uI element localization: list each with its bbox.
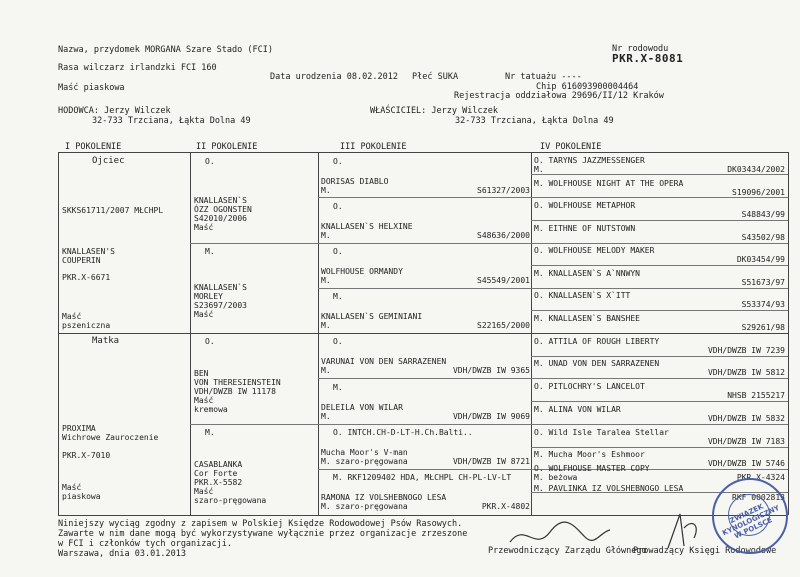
g2-1-l1: KNALLASEN`S (194, 283, 247, 292)
g4-0-reg: DK03434/2002 (727, 165, 785, 174)
col-line-4 (788, 152, 789, 515)
g2-3-l1: CASABLANKA (194, 460, 243, 469)
row-line-g4-7 (531, 310, 788, 311)
col-line-0 (58, 152, 59, 515)
g3-7-o: M. RKF1209402 HDA, MŁCHPL CH-PL-LV-LT (333, 473, 512, 482)
g4-15-reg: RKF 0002813 (732, 493, 785, 502)
g2-0-l3: S42010/2006 (194, 214, 247, 223)
g4-5-reg: S51673/97 (741, 278, 785, 287)
g3-2-reg: S45549/2001 (477, 276, 530, 285)
col-line-1 (190, 152, 191, 515)
g3-4-name: VARUNAI VON DEN SARRAZENEN (321, 357, 447, 366)
name-row: Nazwa, przydomek MORGANA Szare Stado (FCI) (58, 45, 273, 55)
g3-7-reg: PKR.X-4802 (481, 502, 530, 511)
sire-dam-divider (58, 333, 788, 334)
g2-3-l5: szaro-pręgowana (194, 496, 267, 505)
gen-header-3: III POKOLENIE (340, 142, 407, 152)
sire-reg: SKKS61711/2007 MŁCHPL (62, 206, 164, 215)
g4-14-reg: PKR.X-4324 (736, 473, 785, 482)
g2-1-o: M. (205, 247, 215, 256)
sign-chairman-label: Przewodniczący Zarządu Głównego (488, 546, 647, 556)
g3-7-name: RAMONA IZ VOLSHEBNOGO LESA (321, 493, 447, 502)
g3-3-name: KNALLASEN`S GEMINIANI (321, 312, 423, 321)
g3-6-reg: VDH/DWZB IW 8721 (452, 457, 530, 466)
g4-15-name: M. PAVLINKA IZ VOLSHEBNOGO LESA (534, 484, 684, 493)
row-line-g2-1 (190, 243, 788, 244)
g3-0-reg: S61327/2003 (477, 186, 530, 195)
g2-3-l3: PKR.X-5582 (194, 478, 243, 487)
g4-2-reg: S48843/99 (741, 210, 785, 219)
g2-3-l4: Maść (194, 487, 214, 496)
breeder: HODOWCA: Jerzy Wilczek (58, 106, 171, 116)
sire-title: Ojciec (92, 156, 125, 166)
sire-name-1: KNALLASEN'S (62, 247, 115, 256)
g4-11-reg: VDH/DWZB IW 5832 (707, 414, 785, 423)
g3-0-name: DORISAS DIABLO (321, 177, 389, 186)
g4-3-name: M. EITHNE OF NUTSTOWN (534, 224, 636, 233)
g4-10-name: O. PITLOCHRY'S LANCELOT (534, 382, 645, 391)
g3-1-o: O. (333, 202, 343, 211)
sire-pkr: PKR.X-6671 (62, 273, 111, 282)
g3-4-m: M. (321, 366, 331, 375)
sire-name-2: COUPERIN (62, 256, 101, 265)
g4-1-reg: S19096/2001 (732, 188, 785, 197)
g4-8-reg: VDH/DWZB IW 7239 (707, 346, 785, 355)
g4-4-reg: DK03454/99 (736, 255, 785, 264)
g4-9-name: M. UNAD VON DEN SARRAZENEN (534, 359, 660, 368)
g2-1-l4: Maść (194, 310, 214, 319)
sex-row: Płeć SUKA (412, 72, 459, 82)
breed-row: Rasa wilczarz irlandzki FCI 160 (58, 63, 217, 73)
g2-2-o: O. (205, 337, 215, 346)
g4-6-reg: S53374/93 (741, 300, 785, 309)
g3-5-o: M. (333, 383, 343, 392)
row-line-g2-3 (190, 424, 788, 425)
g4-6-name: O. KNALLASEN`S X`ITT (534, 291, 631, 300)
g4-4-name: O. WOLFHOUSE MELODY MAKER (534, 246, 655, 255)
dam-pkr: PKR.X-7010 (62, 451, 111, 460)
tattoo-row: Nr tatuażu ---- (505, 72, 582, 82)
g3-2-name: WOLFHOUSE ORMANDY (321, 267, 403, 276)
g2-2-l2: VON THERESIENSTEIN (194, 378, 281, 387)
col-line-3 (531, 152, 532, 515)
g3-4-reg: VDH/DWZB IW 9365 (452, 366, 530, 375)
g4-m-marker: M. (534, 165, 544, 174)
table-top-line (58, 152, 788, 153)
g4-14-sub: M. beżowa (534, 473, 578, 482)
dam-name-2: Wichrowe Zauroczenie (62, 433, 159, 442)
g2-2-l3: VDH/DWZB IW 11178 (194, 387, 276, 396)
row-line-g4-9 (531, 356, 788, 357)
gen-header-2: II POKOLENIE (196, 142, 258, 152)
g3-3-reg: S22165/2000 (477, 321, 530, 330)
g4-7-reg: S29261/98 (741, 323, 785, 332)
row-line-g4-11 (531, 401, 788, 402)
g4-1-name: M. WOLFHOUSE NIGHT AT THE OPERA (534, 179, 684, 188)
dam-title: Matka (92, 336, 120, 346)
dam-name-1: PROXIMA (62, 424, 96, 433)
owner-address: 32-733 Trzciana, Łąkta Dolna 49 (455, 116, 614, 126)
branch-row: Rejestracja oddziałowa 29696/II/12 Kraków (454, 91, 664, 101)
g2-2-l4: Maść (194, 396, 214, 405)
g3-6-m: M. szaro-pręgowana (321, 457, 408, 466)
color-row: Maść piaskowa (58, 83, 125, 93)
row-line-g4-3 (531, 220, 788, 221)
dam-color-label: Maść (62, 483, 82, 492)
g3-1-m: M. (321, 231, 331, 240)
footer-date: Warszawa, dnia 03.01.2013 (58, 549, 186, 559)
owner: WŁAŚCICIEL: Jerzy Wilczek (370, 106, 498, 116)
g4-8-name: O. ATTILA OF ROUGH LIBERTY (534, 337, 660, 346)
g4-13-reg: VDH/DWZB IW 5746 (707, 459, 785, 468)
g2-0-o: O. (205, 157, 215, 166)
footer-line-3: w FCI i członków tych organizacji. (58, 539, 232, 549)
g2-3-o: M. (205, 428, 215, 437)
g3-1-name: KNALLASEN`S HELXINE (321, 222, 413, 231)
row-line-g3-3 (318, 288, 788, 289)
g3-6-name: Mucha Moor's V-man (321, 448, 408, 457)
dam-color: piaskowa (62, 492, 101, 501)
g3-5-reg: VDH/DWZB IW 9069 (452, 412, 530, 421)
g3-1-reg: S48636/2000 (477, 231, 530, 240)
g3-0-m: M. (321, 186, 331, 195)
official-stamp (712, 478, 788, 554)
g4-10-reg: NHSB 2155217 (727, 391, 785, 400)
g3-7-m: M. szaro-pręgowana (321, 502, 408, 511)
g3-0-o: O. (333, 157, 343, 166)
g2-2-l5: kremowa (194, 405, 228, 414)
g4-13-name: M. Mucha Moor's Eshmoor (534, 450, 645, 459)
g3-2-o: O. (333, 247, 343, 256)
row-line-g4-5 (531, 265, 788, 266)
chip-row: Chip 616093900004464 (536, 82, 639, 92)
g4-7-name: M. KNALLASEN`S BANSHEE (534, 314, 640, 323)
col-line-2 (318, 152, 319, 515)
g4-5-name: M. KNALLASEN`S A`NNWYN (534, 269, 640, 278)
g3-5-name: DELEILA VON WILAR (321, 403, 403, 412)
reg-label: Nr rodowodu (612, 44, 669, 54)
gen-header-4: IV POKOLENIE (540, 142, 602, 152)
reg-number: PKR.X-8081 (612, 52, 684, 65)
g4-12-reg: VDH/DWZB IW 7183 (707, 437, 785, 446)
row-line-g3-5 (318, 378, 788, 379)
sire-color: pszeniczna (62, 321, 111, 330)
g4-3-reg: S43502/98 (741, 233, 785, 242)
g4-12-name: O. Wild Isle Taralea Stellar (534, 428, 669, 437)
g4-0-name: O. TARYNS JAZZMESSENGER (534, 156, 645, 165)
footer-line-2: Zawarte w nim dane mogą być wykorzystywane wyłącznie przez organizacje zrzeszone (58, 529, 468, 539)
g3-5-m: M. (321, 412, 331, 421)
g2-1-l3: S23697/2003 (194, 301, 247, 310)
g3-6-o: O. INTCH.CH-D-LT-H.Ch.Balti.. (333, 428, 473, 437)
g2-1-l2: MORLEY (194, 292, 223, 301)
g3-4-o: O. (333, 337, 343, 346)
footer-line-1: Niniejszy wyciąg zgodny z zapisem w Polskiej Księdze Rodowodowej Psów Rasowych. (58, 519, 463, 529)
sign-registrar-label: Prowadzący Księgi Rodowodowe (633, 546, 777, 556)
g2-0-l2: ÓZZ OGONSTEN (194, 205, 252, 214)
g3-2-m: M. (321, 276, 331, 285)
g2-0-l1: KNALLASEN`S (194, 196, 247, 205)
g2-3-l2: Cor Forte (194, 469, 238, 478)
g3-3-m: M. (321, 321, 331, 330)
g4-14-name: O. WOLFHOUSE MASTER COPY (534, 464, 650, 473)
g2-2-l1: BEN (194, 369, 209, 378)
g4-11-name: M. ALINA VON WILAR (534, 405, 621, 414)
row-line-g4-13 (531, 447, 788, 448)
breeder-address: 32-733 Trzciana, Łąkta Dolna 49 (92, 116, 251, 126)
g4-2-name: O. WOLFHOUSE METAPHOR (534, 201, 636, 210)
g2-0-l4: Maść (194, 223, 214, 232)
g3-3-o: M. (333, 292, 343, 301)
dob-row: Data urodzenia 08.02.2012 (270, 72, 398, 82)
stamp-text: ZWIĄZEK KYNOLOGICZNY W POLSCE (721, 502, 781, 541)
g4-9-reg: VDH/DWZB IW 5812 (707, 368, 785, 377)
gen-header-1: I POKOLENIE (65, 142, 122, 152)
sire-color-label: Maść (62, 312, 82, 321)
